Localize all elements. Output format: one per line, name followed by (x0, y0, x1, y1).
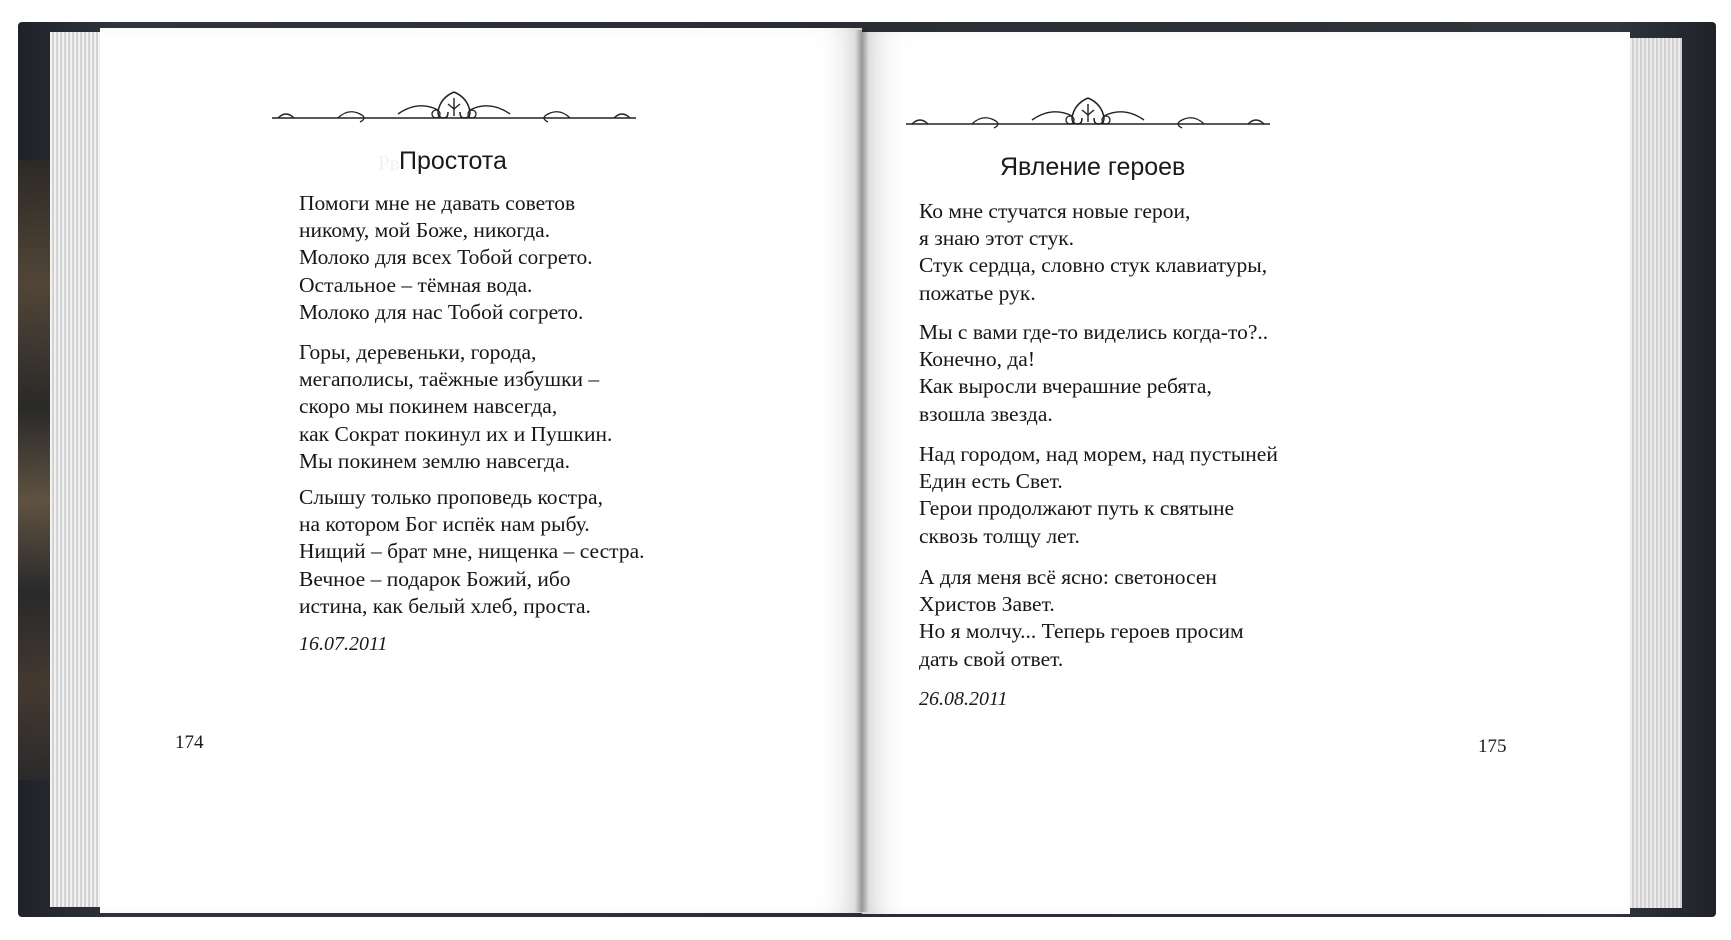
poem-line: Молоко для нас Тобой согрето. (299, 299, 584, 324)
poem-line: пожатье рук. (919, 280, 1036, 305)
poem-line: Нищий – брат мне, нищенка – сестра. (299, 539, 645, 564)
stanza (299, 339, 612, 475)
poem-line: сквозь толщу лет. (919, 523, 1080, 548)
page-number: 175 (1478, 736, 1507, 757)
poem-line: Вечное – подарок Божий, ибо (299, 566, 571, 591)
page-number: 174 (175, 732, 204, 753)
poem-title: Простота (399, 147, 507, 175)
poem-line: А для меня всё ясно: светоносен (919, 565, 1217, 589)
stanza (919, 564, 1244, 673)
poem-title: Явление героев (1000, 153, 1186, 181)
poem-line: Помоги мне не давать советов (299, 191, 576, 215)
poem-line: Как выросли вчерашние ребята, (919, 374, 1212, 399)
poem-line: Герои продолжают путь к святыне (919, 496, 1235, 521)
poem-line: Слышу только проповедь костра, (299, 485, 603, 509)
stanza (299, 484, 644, 620)
poem-line: Христов Завет. (919, 592, 1055, 617)
poem-line: мегаполисы, таёжные избушки – (299, 367, 600, 392)
poem-line: Остальное – тёмная вода. (299, 272, 533, 297)
poem-line: взошла звезда. (919, 401, 1053, 426)
ornament-divider-icon (268, 88, 640, 128)
stanza (919, 441, 1278, 550)
ornament-divider-icon (902, 94, 1274, 134)
poem-line: Стук сердца, словно стук клавиатуры, (919, 253, 1268, 278)
poem-line: истина, как белый хлеб, проста. (299, 593, 591, 618)
poem-line: дать свой ответ. (919, 646, 1064, 671)
poem-line: как Сократ покинул их и Пушкин. (299, 421, 613, 446)
poem-line: я знаю этот стук. (919, 226, 1075, 251)
poem-line: Мы с вами где-то виделись когда-то?.. (919, 320, 1269, 344)
poem-line: на котором Бог испёк нам рыбу. (299, 512, 590, 537)
poem-line: никому, мой Боже, никогда. (299, 218, 551, 243)
poem-line: Един есть Свет. (919, 469, 1063, 494)
left-page (100, 28, 862, 913)
book-gutter (855, 30, 869, 912)
stanza (919, 198, 1267, 307)
right-page (862, 32, 1630, 914)
poem-line: Но я молчу... Теперь героев просим (919, 619, 1244, 644)
poem-date: 16.07.2011 (299, 633, 388, 655)
poem-line: Над городом, над морем, над пустыней (919, 442, 1278, 466)
poem-line: Ко мне стучатся новые герои, (919, 199, 1191, 223)
poem-line: Молоко для всех Тобой согрето. (299, 245, 593, 270)
poem-line: скоро мы покинем навсегда, (299, 394, 558, 419)
poem-line: Мы покинем землю навсегда. (299, 448, 571, 473)
poem-date: 26.08.2011 (919, 688, 1008, 710)
stanza (919, 319, 1268, 428)
show-through-text: Рв (378, 151, 400, 175)
poem-line: Горы, деревеньки, города, (299, 340, 537, 364)
poem-line: Конечно, да! (919, 347, 1035, 372)
page-edges-right (1622, 38, 1682, 908)
stanza (299, 190, 593, 326)
